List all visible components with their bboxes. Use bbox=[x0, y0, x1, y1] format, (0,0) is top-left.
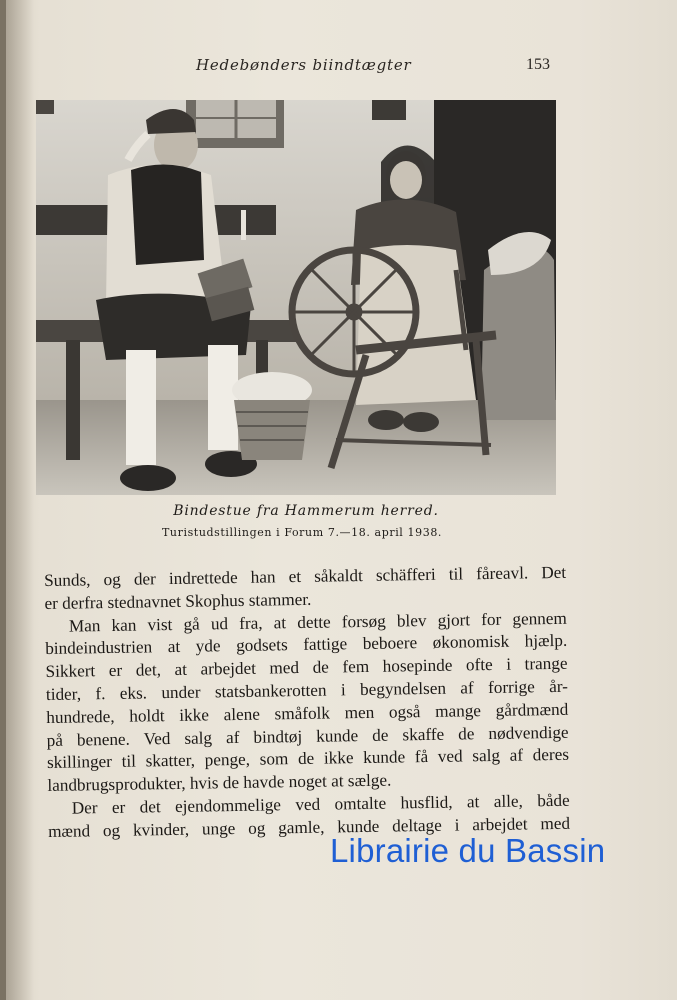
figure-caption-subtitle: Turistudstillingen i Forum 7.—18. april 1938. bbox=[161, 526, 443, 539]
text-line: Sikkert er det, at arbejdet med de fem hosepinde ofte i trange bbox=[45, 653, 568, 682]
running-title: Hedebønders biindtægter bbox=[196, 56, 412, 74]
text-line: hundrede, holdt ikke alene småfolk men også mange gårdmænd bbox=[46, 699, 569, 727]
wall-picture bbox=[372, 100, 406, 120]
text-line: Der er det ejendommelige ved omtalte husflid, at alle, både bbox=[71, 790, 570, 818]
watermark: Librairie du Bassin bbox=[330, 832, 606, 869]
photo-illustration bbox=[36, 100, 556, 495]
wool-basket bbox=[232, 372, 312, 460]
page-number: 153 bbox=[526, 56, 550, 73]
text-line: er derfra stednavnet Skophus stammer. bbox=[44, 589, 312, 613]
text-line: landbrugsprodukter, hvis de havde noget at sælge. bbox=[47, 770, 392, 796]
wool-sack bbox=[481, 232, 556, 420]
text-line: Sunds, og der indrettede han et såkaldt schäfferi til fåreavl. Det bbox=[44, 562, 567, 590]
spine-shadow bbox=[6, 0, 34, 1000]
text-line: tider, f. eks. under statsbankerotten i begyndelsen af forrige år- bbox=[45, 676, 569, 704]
figure-caption-title: Bindestue fra Hammerum herred. bbox=[173, 503, 439, 519]
body-text bbox=[44, 562, 570, 844]
text-line: på benene. Ved salg af bindtøj kunde de skaffe de nødvendige bbox=[46, 722, 569, 750]
photograph bbox=[36, 100, 556, 495]
text-line: bindeindustrien at yde godsets fattige beboere økonomisk hjælp. bbox=[45, 631, 568, 659]
candle bbox=[241, 210, 246, 240]
text-line: skillinger til skatter, penge, som de ikke kunde få ved salg af deres bbox=[46, 745, 570, 773]
text-line: Man kan vist gå ud fra, at dette forsøg blev gjort for gennem bbox=[68, 608, 567, 636]
text-line: mænd og kvinder, unge og gamle, kunde deltage i arbejdet med bbox=[47, 813, 571, 841]
